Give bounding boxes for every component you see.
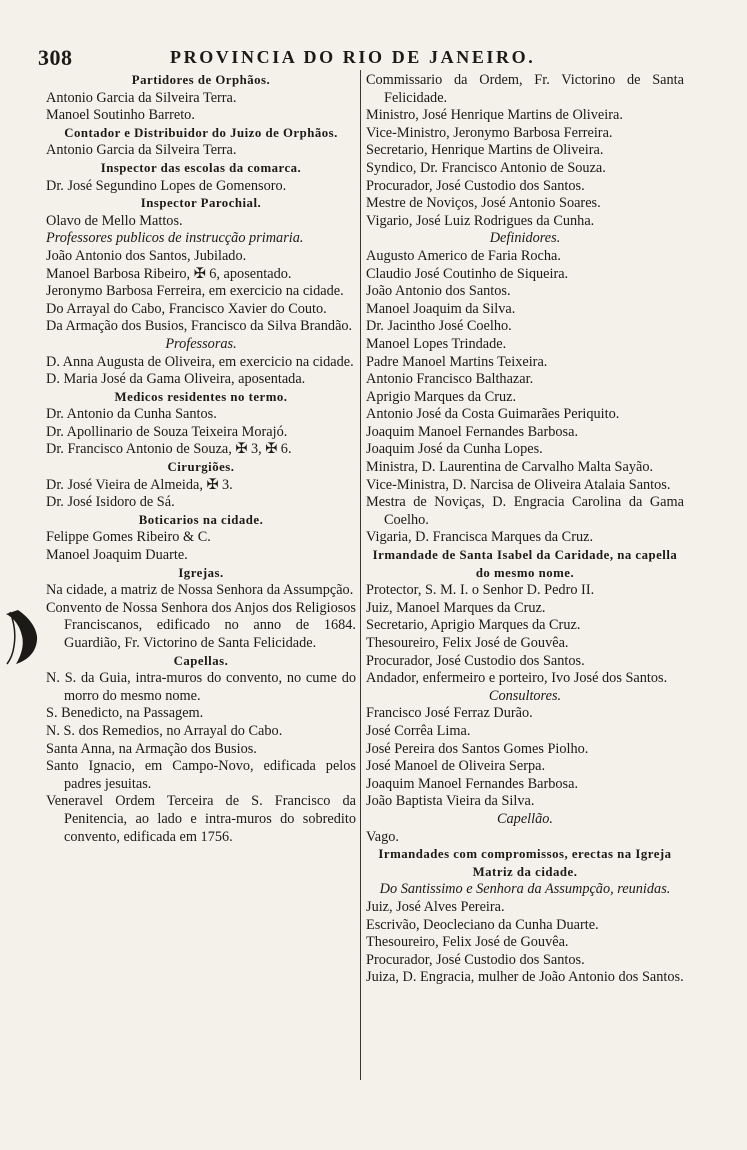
entry-line: Secretario, Aprigio Marques da Cruz.: [366, 617, 581, 634]
section-heading: Igrejas.: [178, 565, 224, 580]
subsection-heading: Definidores.: [489, 230, 561, 247]
entry-line: Joaquim Manoel Fernandes Barbosa.: [366, 423, 579, 440]
entry-line: José Corrêa Lima.: [366, 722, 471, 739]
entry-line: Felippe Gomes Ribeiro & C.: [46, 529, 211, 546]
section-heading: Irmandades com compromissos, erectas na Igreja Matriz da cidade.: [378, 847, 672, 879]
entry-line: Vice-Ministro, Jeronymo Barbosa Ferreira.: [366, 124, 613, 141]
entry-line: Dr. Jacintho José Coelho.: [366, 318, 512, 335]
entry-line: Juiza, D. Engracia, mulher de João Antonio dos Santos.: [366, 969, 684, 986]
entry-line: Na cidade, a matriz de Nossa Senhora da Assumpção.: [46, 582, 354, 599]
entry-line: Joaquim José da Cunha Lopes.: [366, 441, 543, 458]
entry-line: Padre Manoel Martins Teixeira.: [366, 353, 548, 370]
entry-line: Ministra, D. Laurentina de Carvalho Malta Sayão.: [366, 459, 654, 476]
entry-line: Santo Ignacio, em Campo-Novo, edificada pelos padres jesuitas.: [46, 758, 356, 792]
entry-line: Manoel Lopes Trindade.: [366, 335, 507, 352]
entry-line: Protector, S. M. I. o Senhor D. Pedro II.: [366, 582, 595, 599]
entry-line: Joaquim Manoel Fernandes Barbosa.: [366, 775, 579, 792]
entry-line: D. Maria José da Gama Oliveira, aposentada.: [46, 371, 306, 388]
entry-line: Francisco José Ferraz Durão.: [366, 705, 533, 722]
entry-line: Procurador, José Custodio dos Santos.: [366, 652, 585, 669]
entry-line: Procurador, José Custodio dos Santos.: [366, 177, 585, 194]
ink-blot-mark: [4, 608, 40, 666]
entry-line: João Baptista Vieira da Silva.: [366, 793, 535, 810]
entry-line: João Antonio dos Santos.: [366, 283, 511, 300]
page-number: 308: [38, 45, 73, 70]
entry-line: Secretario, Henrique Martins de Oliveira.: [366, 142, 604, 159]
entry-line: Andador, enfermeiro e porteiro, Ivo José dos Santos.: [366, 670, 668, 687]
entry-line: Antonio Garcia da Silveira Terra.: [46, 142, 237, 159]
entry-line: Ministro, José Henrique Martins de Oliveira.: [366, 107, 623, 124]
section-heading: Capellas.: [173, 653, 229, 668]
entry-line: Jeronymo Barbosa Ferreira, em exercicio na cidade.: [46, 283, 344, 300]
entry-line: Dr. Apollinario de Souza Teixeira Morajó.: [46, 423, 288, 440]
subsection-heading: Professores publicos de instrucção primaria.: [46, 230, 304, 247]
section-heading: Boticarios na cidade.: [138, 512, 264, 527]
entry-line: Manoel Soutinho Barreto.: [46, 107, 195, 124]
left-column: [46, 72, 356, 846]
entry-line: Santa Anna, na Armação dos Busios.: [46, 740, 257, 757]
entry-line: Aprigio Marques da Cruz.: [366, 388, 517, 405]
entry-line: Dr. José Segundino Lopes de Gomensoro.: [46, 177, 287, 194]
section-heading: Inspector Parochial.: [140, 196, 262, 211]
entry-line: Commissario da Ordem, Fr. Victorino de Santa Felicidade.: [366, 72, 684, 106]
entry-line: Claudio José Coutinho de Siqueira.: [366, 265, 569, 282]
entry-line: José Manoel de Oliveira Serpa.: [366, 758, 546, 775]
entry-line: Vice-Ministra, D. Narcisa de Oliveira Atalaia Santos.: [366, 476, 671, 493]
entry-line: Thesoureiro, Felix José de Gouvêa.: [366, 934, 569, 951]
entry-line: Thesoureiro, Felix José de Gouvêa.: [366, 635, 569, 651]
entry-line: Manoel Joaquim Duarte.: [46, 547, 188, 564]
subsection-heading: Consultores.: [488, 687, 562, 704]
section-heading: Contador e Distribuidor do Juizo de Orphãos.: [64, 125, 338, 140]
entry-line: Convento de Nossa Senhora dos Anjos dos Religiosos Franciscanos, edificado no anno de 1684. Guardião, Fr. Victorino de Santa Felicidade.: [46, 599, 356, 651]
entry-line: Antonio José da Costa Guimarães Periquito.: [366, 406, 620, 423]
entry-line: D. Anna Augusta de Oliveira, em exercicio na cidade.: [46, 353, 354, 370]
entry-line: Escrivão, Deocleciano da Cunha Duarte.: [366, 916, 599, 933]
section-heading: Medicos residentes no termo.: [114, 389, 288, 404]
running-title: PROVINCIA DO RIO DE JANEIRO.: [170, 47, 536, 67]
section-heading: Partidores de Orphãos.: [131, 73, 271, 87]
column-divider: [360, 70, 361, 1080]
entry-line: Manoel Joaquim da Silva.: [366, 300, 516, 317]
entry-line: Manoel Barbosa Ribeiro, ✠ 6, aposentado.: [46, 265, 292, 282]
section-heading: Cirurgiões.: [167, 460, 235, 475]
entry-line: Vago.: [366, 828, 399, 845]
entry-line: Da Armação dos Busios, Francisco da Silva Brandão.: [46, 318, 353, 335]
entry-line: Veneravel Ordem Terceira de S. Francisco da Penitencia, ao lado e intra-muros do sobredito convento, edificada em 1756.: [46, 793, 356, 845]
entry-line: Procurador, José Custodio dos Santos.: [366, 951, 585, 968]
entry-line: Mestra de Noviças, D. Engracia Carolina da Gama Coelho.: [366, 494, 684, 528]
entry-line: Dr. José Isidoro de Sá.: [46, 494, 175, 511]
entry-line: Antonio Garcia da Silveira Terra.: [46, 89, 237, 106]
entry-line: José Pereira dos Santos Gomes Piolho.: [366, 740, 589, 757]
entry-line: Dr. Francisco Antonio de Souza, ✠ 3, ✠ 6.: [46, 441, 292, 458]
entry-line: Olavo de Mello Mattos.: [46, 212, 183, 229]
right-column: [366, 72, 684, 987]
entry-line: Augusto Americo de Faria Rocha.: [366, 247, 561, 264]
entry-line: Do Arrayal do Cabo, Francisco Xavier do Couto.: [46, 300, 327, 317]
entry-line: N. S. da Guia, intra-muros do convento, no cume do morro do mesmo nome.: [46, 670, 356, 704]
entry-line: Dr. Antonio da Cunha Santos.: [46, 406, 217, 423]
subsection-heading: Capellão.: [497, 810, 553, 827]
subsection-heading: Do Santissimo e Senhora da Assumpção, reunidas.: [379, 881, 671, 898]
entry-line: N. S. dos Remedios, no Arrayal do Cabo.: [46, 722, 283, 739]
entry-line: Mestre de Noviços, José Antonio Soares.: [366, 195, 601, 212]
subsection-heading: Professoras.: [165, 335, 237, 352]
entry-line: Vigario, José Luiz Rodrigues da Cunha.: [366, 212, 595, 229]
entry-line: Juiz, Manoel Marques da Cruz.: [366, 599, 546, 616]
entry-line: S. Benedicto, na Passagem.: [46, 705, 204, 722]
entry-line: Antonio Francisco Balthazar.: [366, 371, 534, 388]
entry-line: Juiz, José Alves Pereira.: [366, 898, 505, 915]
entry-line: Dr. José Vieira de Almeida, ✠ 3.: [46, 476, 233, 493]
section-heading: Irmandade de Santa Isabel da Caridade, na capella do mesmo nome.: [372, 548, 678, 580]
section-heading: Inspector das escolas da comarca.: [100, 160, 302, 175]
entry-line: Syndico, Dr. Francisco Antonio de Souza.: [366, 159, 606, 176]
entry-line: João Antonio dos Santos, Jubilado.: [46, 247, 247, 264]
entry-line: Vigaria, D. Francisca Marques da Cruz.: [366, 529, 594, 546]
